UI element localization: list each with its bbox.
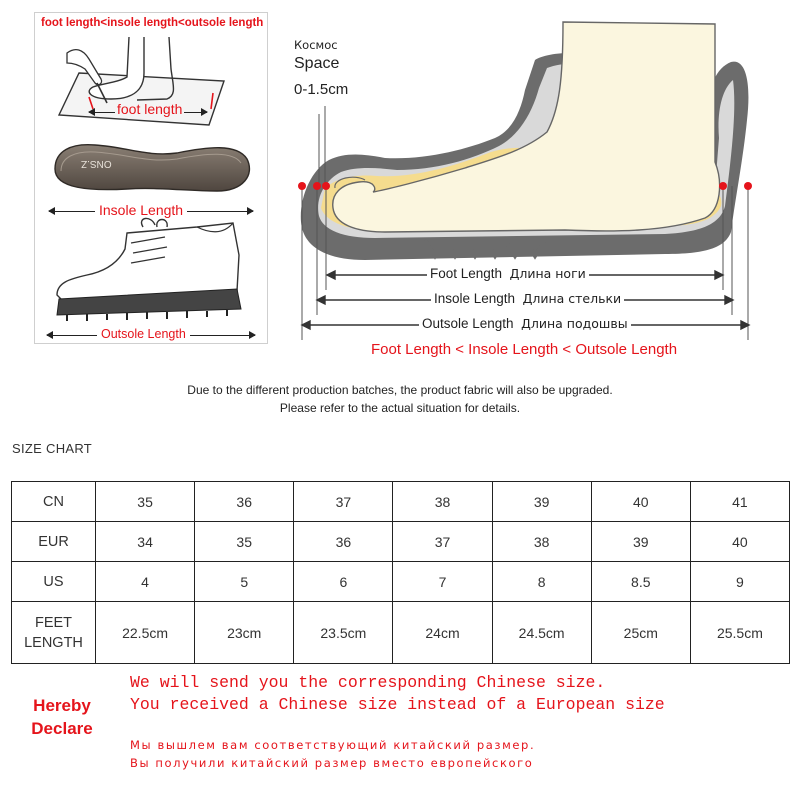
insole-length-ru: Длина стельки <box>522 291 622 306</box>
table-cell: 38 <box>492 522 591 562</box>
declaration-title-line-1: Hereby <box>33 696 91 715</box>
measurement-guide-panel <box>34 12 268 344</box>
table-cell: 40 <box>591 482 690 522</box>
table-row <box>12 562 790 602</box>
row-label-feet-length <box>12 602 96 664</box>
table-cell: 9 <box>690 562 789 602</box>
table-cell: 22.5cm <box>96 602 195 664</box>
table-row <box>12 482 790 522</box>
notice-line-2: Please refer to the actual situation for details. <box>279 401 521 415</box>
outsole-length-ru: Длина подошвы <box>521 316 628 331</box>
table-cell: 34 <box>96 522 195 562</box>
table-cell: 35 <box>96 482 195 522</box>
declaration-title <box>20 694 104 740</box>
declaration-title-line-2: Declare <box>31 719 93 738</box>
foot-length-en: Foot Length <box>430 266 503 281</box>
row-label-cn: CN <box>12 482 96 522</box>
declaration-ru-line-2: Вы получили китайский размер вместо европейского <box>130 756 534 770</box>
declaration-en-line-1: We will send you the corresponding Chinese size. <box>130 673 606 692</box>
shoe-cross-section-diagram <box>285 10 795 370</box>
size-rule-title: foot length<insole length<outsole length <box>41 17 264 29</box>
insole-length-dimension <box>431 291 624 306</box>
outsole-length-dimension <box>419 316 631 331</box>
size-chart-title: SIZE CHART <box>12 441 93 456</box>
table-cell: 40 <box>690 522 789 562</box>
outsole-length-caption: Outsole Length <box>97 327 190 341</box>
insole-brand-print: ONS.Z <box>81 158 112 169</box>
foot-length-ru: Длина ноги <box>509 266 586 281</box>
insole-length-caption: Insole Length <box>95 202 187 218</box>
row-label-line-1: FEET <box>34 614 73 631</box>
row-label-us: US <box>12 562 96 602</box>
table-cell: 39 <box>591 522 690 562</box>
table-cell: 24cm <box>393 602 492 664</box>
space-range-label: 0-1.5cm <box>294 81 349 98</box>
table-cell: 25cm <box>591 602 690 664</box>
table-cell: 36 <box>294 522 393 562</box>
length-comparison-caption: Foot Length < Insole Length < Outsole Length <box>371 341 678 358</box>
row-label-line-2: LENGTH <box>24 634 83 651</box>
table-cell: 8.5 <box>591 562 690 602</box>
foot-length-caption: foot length <box>117 101 183 117</box>
table-cell: 24.5cm <box>492 602 591 664</box>
table-cell: 39 <box>492 482 591 522</box>
table-cell: 35 <box>195 522 294 562</box>
boot-illustration <box>47 213 257 325</box>
declaration-en-line-2: You received a Chinese size instead of a European size <box>130 695 665 714</box>
table-cell: 25.5cm <box>690 602 789 664</box>
insole-illustration <box>47 135 255 199</box>
table-cell: 7 <box>393 562 492 602</box>
notice-line-1: Due to the different production batches, the product fabric will also be upgraded. <box>187 383 613 397</box>
table-cell: 23.5cm <box>294 602 393 664</box>
table-row <box>12 602 790 664</box>
table-cell: 37 <box>294 482 393 522</box>
table-cell: 38 <box>393 482 492 522</box>
table-cell: 37 <box>393 522 492 562</box>
table-row <box>12 522 790 562</box>
size-chart-table <box>11 481 790 664</box>
row-label-eur: EUR <box>12 522 96 562</box>
table-cell: 4 <box>96 562 195 602</box>
space-label-en: Space <box>294 55 340 72</box>
space-label-ru: Космос <box>294 38 338 52</box>
table-cell: 6 <box>294 562 393 602</box>
declaration-ru-line-1: Мы вышлем вам соответствующий китайский размер. <box>130 738 536 752</box>
table-cell: 36 <box>195 482 294 522</box>
table-cell: 5 <box>195 562 294 602</box>
table-cell: 41 <box>690 482 789 522</box>
foot-length-dimension <box>427 266 589 281</box>
foot-on-paper-illustration <box>49 33 249 133</box>
table-cell: 8 <box>492 562 591 602</box>
insole-length-en: Insole Length <box>434 291 516 306</box>
table-cell: 23cm <box>195 602 294 664</box>
outsole-length-en: Outsole Length <box>422 316 514 331</box>
